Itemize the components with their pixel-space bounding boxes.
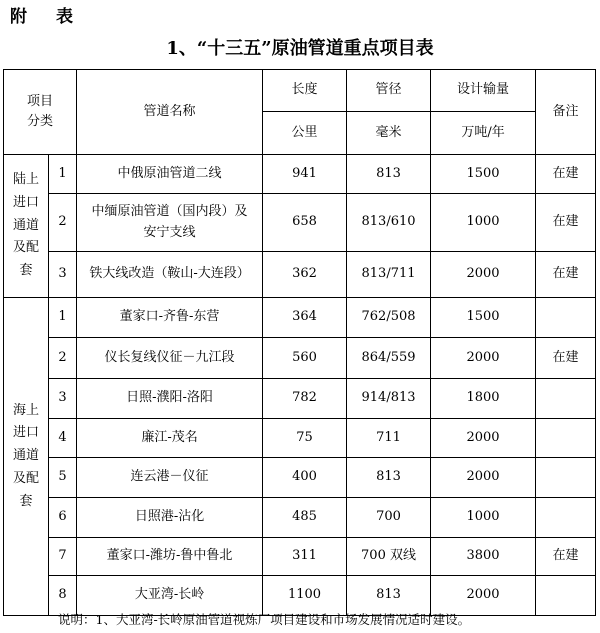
pipeline-table [3, 69, 596, 616]
diameter-value: 700 双线 [347, 538, 431, 576]
row-number: 4 [49, 419, 77, 458]
remark-value: 在建 [536, 538, 596, 576]
diameter-value: 864/559 [347, 338, 431, 379]
diameter-value: 813/711 [347, 252, 431, 298]
row-number: 2 [49, 338, 77, 379]
capacity-value: 2000 [431, 576, 536, 616]
remark-value: 在建 [536, 155, 596, 194]
length-value: 364 [263, 298, 347, 338]
pipeline-name [77, 252, 263, 298]
table-row [4, 458, 596, 498]
pipeline-name-line: 董家口-齐鲁-东营 [119, 309, 220, 325]
capacity-value: 2000 [431, 252, 536, 298]
category-line: 及配 [12, 240, 39, 256]
header-length-unit: 公里 [263, 112, 347, 155]
pipeline-name [77, 155, 263, 194]
header-diameter: 管径 [347, 70, 431, 112]
remark-value: 在建 [536, 194, 596, 252]
category-cell [4, 155, 49, 298]
pipeline-name-line: 大亚湾-长岭 [134, 587, 205, 603]
pipeline-name [77, 379, 263, 419]
table-row [4, 538, 596, 576]
length-value: 400 [263, 458, 347, 498]
header-name: 管道名称 [77, 70, 263, 155]
pipeline-name-line: 仪长复线仪征－九江段 [104, 349, 235, 365]
pipeline-name-line: 中俄原油管道二线 [117, 165, 222, 181]
header-capacity: 设计输量 [431, 70, 536, 112]
pipeline-name-line: 廉江-茂名 [141, 429, 198, 445]
length-value: 362 [263, 252, 347, 298]
header-category-line2: 分类 [27, 114, 54, 129]
row-number: 2 [49, 194, 77, 252]
remark-value [536, 298, 596, 338]
appendix-label: 附 表 [10, 7, 79, 27]
header-category [4, 70, 77, 155]
remark-value: 在建 [536, 252, 596, 298]
length-value: 311 [263, 538, 347, 576]
pipeline-name-line: 日照港-沾化 [134, 509, 205, 525]
category-line: 及配 [12, 470, 39, 486]
pipeline-name-line: 铁大线改造（鞍山-大连段） [89, 266, 250, 282]
category-line: 进口 [12, 425, 39, 441]
length-value: 1100 [263, 576, 347, 616]
table-row [4, 155, 596, 194]
row-number: 1 [49, 155, 77, 194]
row-number: 1 [49, 298, 77, 338]
capacity-value: 1000 [431, 498, 536, 538]
capacity-value: 2000 [431, 419, 536, 458]
table-row [4, 498, 596, 538]
header-diameter-unit: 毫米 [347, 112, 431, 155]
footnote: 说明：1、大亚湾-长岭原油管道视炼厂项目建设和市场发展情况适时建设。 [58, 612, 471, 627]
category-line: 进口 [12, 194, 39, 210]
pipeline-name [77, 498, 263, 538]
category-line: 通道 [12, 448, 39, 464]
category-line: 通道 [12, 217, 39, 233]
remark-value [536, 419, 596, 458]
remark-value [536, 379, 596, 419]
pipeline-name-line: 安宁支线 [143, 224, 196, 240]
remark-value [536, 498, 596, 538]
table-row [4, 379, 596, 419]
capacity-value: 2000 [431, 338, 536, 379]
pipeline-name [77, 298, 263, 338]
pipeline-name [77, 458, 263, 498]
category-cell [4, 298, 49, 616]
category-line: 海上 [12, 402, 39, 418]
pipeline-name-line: 中缅原油管道（国内段）及 [91, 204, 248, 220]
length-value: 485 [263, 498, 347, 538]
capacity-value: 1800 [431, 379, 536, 419]
header-capacity-unit: 万吨/年 [431, 112, 536, 155]
row-number: 3 [49, 379, 77, 419]
remark-value: 在建 [536, 338, 596, 379]
table-row [4, 338, 596, 379]
length-value: 782 [263, 379, 347, 419]
pipeline-name [77, 194, 263, 252]
pipeline-name [77, 538, 263, 576]
diameter-value: 762/508 [347, 298, 431, 338]
header-remark: 备注 [536, 70, 596, 155]
header-length: 长度 [263, 70, 347, 112]
table-row [4, 252, 596, 298]
remark-value [536, 458, 596, 498]
row-number: 3 [49, 252, 77, 298]
category-line: 套 [19, 263, 33, 279]
capacity-value: 1000 [431, 194, 536, 252]
capacity-value: 3800 [431, 538, 536, 576]
row-number: 6 [49, 498, 77, 538]
table-row [4, 298, 596, 338]
diameter-value: 813/610 [347, 194, 431, 252]
length-value: 560 [263, 338, 347, 379]
pipeline-name-line: 连云港－仪征 [130, 469, 209, 485]
header-category-line1: 项目 [27, 93, 54, 109]
pipeline-name [77, 338, 263, 379]
diameter-value: 700 [347, 498, 431, 538]
table-row [4, 194, 596, 252]
length-value: 75 [263, 419, 347, 458]
row-number: 5 [49, 458, 77, 498]
capacity-value: 1500 [431, 298, 536, 338]
category-line: 陆上 [12, 172, 39, 188]
length-value: 658 [263, 194, 347, 252]
capacity-value: 2000 [431, 458, 536, 498]
pipeline-name [77, 419, 263, 458]
diameter-value: 813 [347, 155, 431, 194]
diameter-value: 914/813 [347, 379, 431, 419]
capacity-value: 1500 [431, 155, 536, 194]
pipeline-name-line: 日照-濮阳-洛阳 [126, 390, 213, 406]
table-row [4, 419, 596, 458]
pipeline-name-line: 董家口-潍坊-鲁中鲁北 [106, 548, 233, 564]
row-number: 8 [49, 576, 77, 616]
length-value: 941 [263, 155, 347, 194]
diameter-value: 813 [347, 458, 431, 498]
remark-value [536, 576, 596, 616]
category-line: 套 [19, 493, 33, 509]
row-number: 7 [49, 538, 77, 576]
table-title: 1、“十三五”原油管道重点项目表 [166, 38, 434, 59]
diameter-value: 711 [347, 419, 431, 458]
diameter-value: 813 [347, 576, 431, 616]
